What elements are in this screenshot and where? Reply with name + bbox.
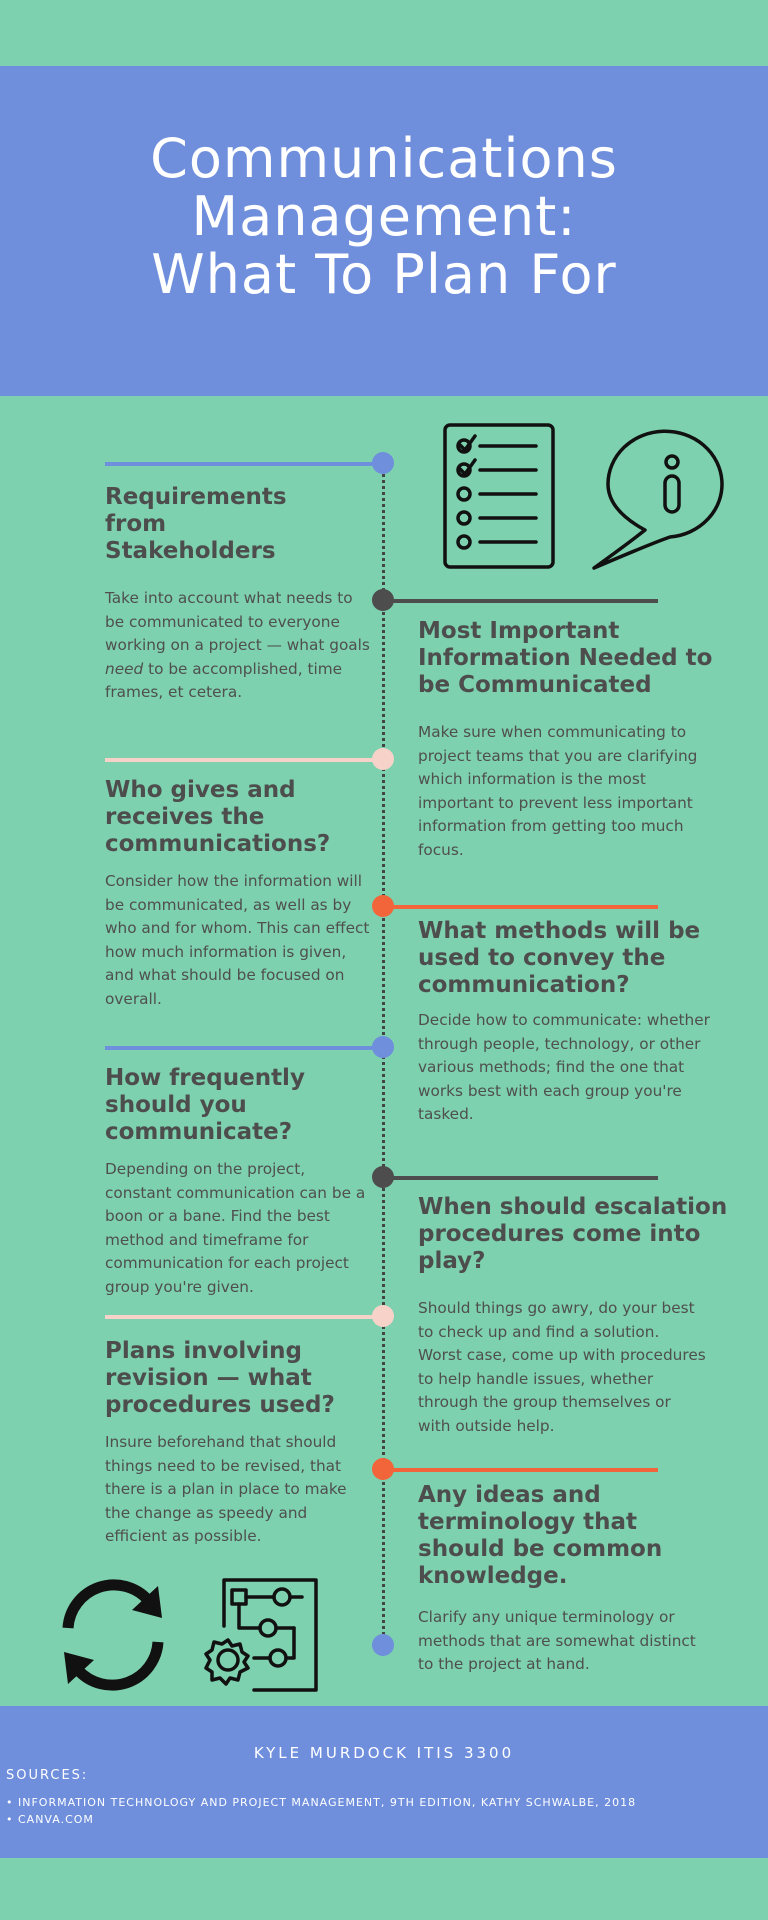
section-common-knowledge xyxy=(418,1482,708,1677)
author-credit: KYLE MURDOCK ITIS 3300 xyxy=(253,1744,515,1762)
section-body: Clarify any unique terminology or methods that are somewhat distinct to the project at hand. xyxy=(418,1608,696,1673)
timeline-dot-7 xyxy=(372,1305,394,1327)
connector-line-4 xyxy=(383,905,658,909)
timeline-dot-8 xyxy=(372,1458,394,1480)
source-item-2: • CANVA.COM xyxy=(6,1813,94,1826)
connector-line-6 xyxy=(383,1176,658,1180)
section-body: Should things go awry, do your best to check up and find a solution. Worst case, come up with procedures to help handle issues, whether through the group themselves or with outside help. xyxy=(418,1299,706,1435)
timeline-dot-5 xyxy=(372,1036,394,1058)
section-heading: Plans involving revision — what procedures used? xyxy=(105,1338,335,1418)
section-who-gives-receives xyxy=(105,777,370,1011)
connector-line-7 xyxy=(105,1315,383,1319)
timeline-dot-3 xyxy=(372,748,394,770)
section-heading: Any ideas and terminology that should be common knowledge. xyxy=(418,1482,663,1589)
checklist-icon xyxy=(442,422,556,570)
connector-line-2 xyxy=(383,599,658,603)
refresh-cycle-icon xyxy=(52,1574,174,1696)
section-heading: When should escalation procedures come into play? xyxy=(418,1194,728,1274)
section-body: Make sure when communicating to project teams that you are clarifying which information is the most important to prevent less important information from getting too much focus. xyxy=(418,723,698,859)
timeline-end-dot xyxy=(372,1634,394,1656)
section-heading: How frequently should you communicate? xyxy=(105,1065,305,1145)
section-body: Take into account what needs to be communicated to everyone working on a project — what goals need to be accomplished, time frames, et cetera. xyxy=(105,589,370,701)
timeline-dot-4 xyxy=(372,895,394,917)
section-important-information xyxy=(418,618,718,862)
page-title: Communications Management: What To Plan For xyxy=(150,127,618,306)
section-heading: Requirements from Stakeholders xyxy=(105,484,287,564)
footer xyxy=(0,1706,768,1858)
section-heading: Who gives and receives the communications? xyxy=(105,777,331,857)
connector-line-1 xyxy=(105,462,383,466)
info-bubble-icon xyxy=(590,420,740,570)
section-frequency xyxy=(105,1065,370,1299)
sources-label: SOURCES: xyxy=(6,1768,89,1783)
section-requirements xyxy=(105,484,375,705)
section-heading: What methods will be used to convey the communication? xyxy=(418,918,701,998)
timeline-dot-1 xyxy=(372,452,394,474)
connector-line-8 xyxy=(383,1468,658,1472)
section-body: Decide how to communicate: whether through people, technology, or other various methods; find the one that works best with each group you're tasked. xyxy=(418,1011,710,1123)
section-methods xyxy=(418,918,718,1127)
section-body: Consider how the information will be communicated, as well as by who and for whom. This can effect how much information is given, and what should be focused on overall. xyxy=(105,872,370,1008)
source-item-1: • INFORMATION TECHNOLOGY AND PROJECT MANAGEMENT, 9TH EDITION, KATHY SCHWALBE, 2018 xyxy=(6,1796,637,1809)
section-revision xyxy=(105,1338,370,1549)
section-escalation xyxy=(418,1194,748,1438)
connector-line-3 xyxy=(105,758,383,762)
timeline-dot-2 xyxy=(372,589,394,611)
section-heading: Most Important Information Needed to be Communicated xyxy=(418,618,713,698)
workflow-gear-icon xyxy=(202,1576,320,1694)
connector-line-5 xyxy=(105,1046,383,1050)
section-body: Insure beforehand that should things need to be revised, that there is a plan in place to make the change as speedy and efficient as possible. xyxy=(105,1433,347,1545)
section-body: Depending on the project, constant communication can be a boon or a bane. Find the best method and timeframe for communication for each project group you're given. xyxy=(105,1160,366,1296)
timeline-dot-6 xyxy=(372,1166,394,1188)
